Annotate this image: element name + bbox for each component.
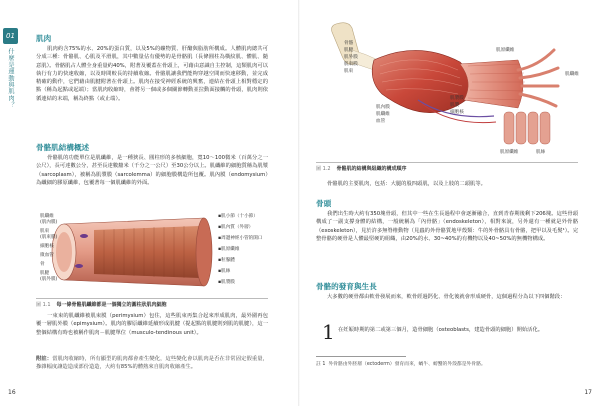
- footnote: 註 1 外骨骼由外胚層（ectoderm）發育而來，蝸牛、螃蟹的外殼都是外骨骼。: [316, 362, 486, 367]
- callout-muscle-fiber: 肌纖維: [376, 112, 390, 117]
- callout-myofibril-bottom: 肌原纖維: [500, 150, 519, 155]
- callout-epimysium: 肌外膜: [344, 55, 358, 60]
- callout-bone: 骨: [40, 262, 45, 267]
- callout-endomysium: 肌內膜: [376, 105, 390, 110]
- paragraph-muscle: 肌肉約含75%的水、20%的蛋白質，以及5%的礦物質、肝醣與脂肪所構成。人體肌肉總共可分成三種：骨骼肌、心肌及平滑肌，其中數量佔有優勢的是骨骼肌（長條圓柱為橫紋肌、體肌、隨意肌）。骨骼肌占人體全身重量約40%，附著及覆蓋在骨頭上，可藉由意識自主控制，這類肌肉可以執行有力的快速收縮，以及時間較長的持續收縮。骨骼肌讓我們能夠穿越空間而快速移動，並完成精確的動作，它們藉由肌腱附著在骨頭上。肌肉在接受神經系統的興奮，連結在骨頭上相對穩定的點（稱為起點或起端）；當肌肉收縮時，會將另一個或多個關節轉動並拉動面接觸的骨頭，肌肉則依循連結的末端，稱為終點（或止端）。: [36, 46, 268, 102]
- paragraph-intro: 骨骼肌的主要肌肉，包括：大腿的股四頭肌，以及上肢的二頭肌等。: [327, 181, 486, 187]
- callout-muscle-fiber: 肌纖維: [40, 214, 54, 219]
- dropcap-number: 1: [322, 320, 335, 344]
- chapter-vertical-title: 什麼是運動與肌肉？: [7, 48, 14, 109]
- figure-caption-1: 圖 1.1 每一條骨骼肌纖維都是一個獨立的圓柱狀肌肉細胞: [36, 298, 268, 308]
- paragraph-skeletal-muscle: 骨骼肌的功能單位是肌纖維，是一種狹長、圓柱形的多核細胞，寬10～100微米（百萬分之一公尺），長可達數公分，甚至長達數釐米（千分之一公尺）至30公分以上。肌纖維的細胞質稱為肌漿（sarcoplasm），被稱為肌漿膜（sarcolemma）的細胞膜構造所包覆。肌內膜（endomysium）為纖細的膠原纖維，包覆著每一個肌纖維的外面。: [36, 155, 268, 186]
- callout-bone: 骨骼: [344, 41, 354, 46]
- callout-tendon: 肌腱: [344, 48, 354, 53]
- figure-muscle-fiber-illustration: [34, 208, 274, 296]
- paragraph-bone-growth: 大多數的硬骨都由軟骨發展而來，軟骨經過鈣化、骨化後就會形成硬骨，這個過程分為以下四個階段：: [327, 294, 566, 300]
- callout-filaments: 肌絲: [536, 150, 546, 155]
- page-number-right: 17: [584, 389, 592, 396]
- callout-blood-vessel: 血管: [376, 119, 386, 124]
- chapter-tab: 01: [3, 28, 18, 44]
- callout-sarcoplasm: 肌漿: [450, 103, 460, 108]
- section-heading-muscle: 肌肉: [36, 34, 52, 43]
- callout-sarcoplasmic: ▪肌內質（外層）: [218, 225, 254, 230]
- callout-sarcolemma: ▪肌漿膜: [218, 280, 235, 285]
- figure-caption-2: 圖 1.2 骨骼肌的結構與組織的構成順序: [316, 162, 578, 172]
- callout-perimysium: (肌束膜): [40, 235, 58, 240]
- callout-epimysium: (肌外膜): [40, 277, 58, 282]
- section-heading-bone: 骨頭: [316, 199, 332, 208]
- callout-tendon: 肌腱: [40, 271, 50, 276]
- callout-fascicle: 肌束: [40, 229, 50, 234]
- callout-filament: ▪肌絲: [218, 269, 231, 274]
- note-label: 附註：: [36, 356, 53, 362]
- callout-perimysium: 肌束膜: [344, 62, 358, 67]
- figure-muscle-structure-illustration: [318, 20, 582, 155]
- callout-sarcomere: ▪肌小節（十小節）: [218, 214, 258, 219]
- paragraph-fascicle: 一束束的肌纖維被肌束膜（perimysium）包住，這些肌束再集合起來形成肌肉，最外圍再包覆一層肌外膜（epimysium）。肌肉的膠原纖維延續形成肌腱（提起點的肌腱則到肌的肌腱），這一整個結構有時也被稱作肌肉－肌腱單位（musculo-tendinous unit）。: [36, 313, 268, 336]
- callout-sarcolemma: 肌漿膜: [450, 96, 464, 101]
- callout-myofibril: ▪肌原纖維: [218, 247, 240, 252]
- right-page: [300, 0, 600, 406]
- callout-myofibril-right: 肌原纖維: [496, 48, 515, 53]
- note-paragraph: 附註：當肌肉收縮時，所有顯型的肌肉都會產生變化，這些變化會以肌肉是否在非常固定假重量，摻雜幅度讓造造成部份造造，大約有85%的體熱來自肌肉收縮產生。: [36, 356, 268, 371]
- callout-nerve-opening: ▪周邊神經小管的開口: [218, 236, 263, 241]
- callout-capillary: 微血管: [40, 253, 54, 258]
- callout-endomysium: (肌內膜): [40, 220, 58, 225]
- page-number-left: 16: [8, 389, 16, 396]
- callout-muscle-fiber-right: 肌纖維: [565, 72, 579, 77]
- paragraph-bone: 我們出生時大約有350塊骨頭，但其中一些在生長過程中會逐漸融合，直到青春期後剩下206塊。這些骨頭構成了一副支撐身體的結構，一般統稱為「內骨骼」（endoskeleton），相對來說，另外還有一種就是外骨骼（exoskeleton），見於許多無脊椎動物（見蟲的外骨骼質地甲殼類：牛的外骨骼具有骨骼，把甲以及毛髮¹）。完整骨骼的硬骨是人體最堅硬的組織，由20%的水、30~40%的有機物以及40~50%的無機物構成。: [316, 211, 578, 242]
- callout-fascicle: 肌束: [344, 69, 354, 74]
- callout-nucleus: 細胞核: [40, 244, 54, 249]
- callout-mitochondria: ▪粒腺體: [218, 258, 235, 263]
- footnote-rule: [316, 356, 406, 357]
- section-heading-bone-growth: 骨骼的發育與生長: [316, 282, 377, 291]
- callout-nucleus: 細胞核: [450, 110, 464, 115]
- stage-one-text: 在妊娠時期的第二或第三個月，造骨細胞（osteoblasts，建造骨頭的細胞）開始活化。: [338, 327, 544, 333]
- section-heading-skeletal-muscle: 骨骼肌結構概述: [36, 143, 90, 152]
